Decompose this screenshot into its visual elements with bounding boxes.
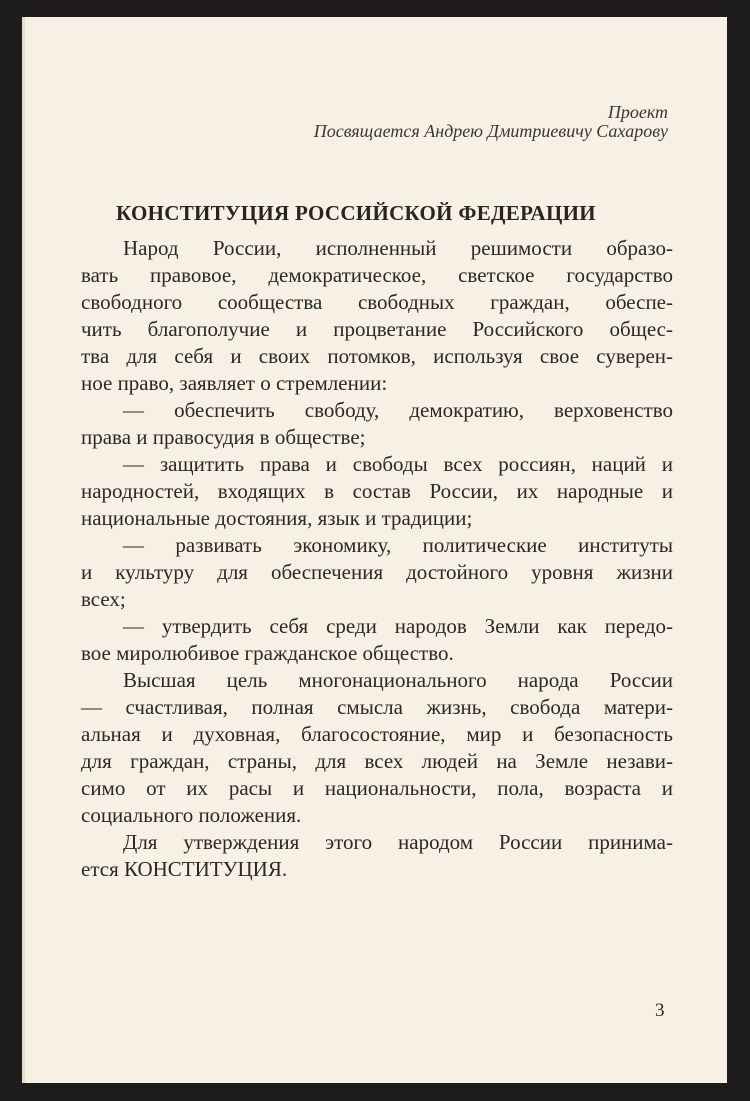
text-line: всех; [81,587,126,611]
text-line: ное право, заявляет о стремлении: [81,371,388,395]
text-line: тва для себя и своих потомков, используя свое суверен- [81,344,673,368]
text-line: ется КОНСТИТУЦИЯ. [81,857,288,881]
text-line: народностей, входящих в состав России, их народные и [81,479,673,503]
text-line: — счастливая, полная смысла жизнь, свобода матери- [81,695,673,719]
text-line: национальные достояния, язык и традиции; [81,506,473,530]
text-line: симо от их расы и национальности, пола, возраста и [81,776,673,800]
text-line: Для утверждения этого народом России принима- [123,830,673,854]
text-line: Народ России, исполненный решимости образо- [123,236,673,260]
preamble-text [81,235,673,883]
text-line: для граждан, страны, для всех людей на Земле незави- [81,749,673,773]
document-title: КОНСТИТУЦИЯ РОССИЙСКОЙ ФЕДЕРАЦИИ [116,201,596,225]
draft-label: Проект [607,102,668,122]
text-line: свободного сообщества свободных граждан, обеспе- [81,290,673,314]
text-line: и культуру для обеспечения достойного уровня жизни [81,560,673,584]
text-line: социального положения. [81,803,302,827]
text-line: Высшая цель многонационального народа России [123,668,673,692]
text-line: чить благополучие и процветание Российского общес- [81,317,673,341]
text-line: — защитить права и свободы всех россиян, наций и [123,452,673,476]
text-line: вое миролюбивое гражданское общество. [81,641,454,665]
document-page [22,17,727,1083]
dedication: Посвящается Андрею Дмитриевичу Сахарову [313,121,668,141]
text-line: — развивать экономику, политические институты [123,533,673,557]
text-line: права и правосудия в обществе; [81,425,366,449]
text-line: — утвердить себя среди народов Земли как передо- [123,614,673,638]
page-number: 3 [655,1000,665,1021]
text-line: — обеспечить свободу, демократию, верховенство [123,398,673,422]
text-line: вать правовое, демократическое, светское государство [81,263,673,287]
text-line: альная и духовная, благосостояние, мир и безопасность [81,722,673,746]
